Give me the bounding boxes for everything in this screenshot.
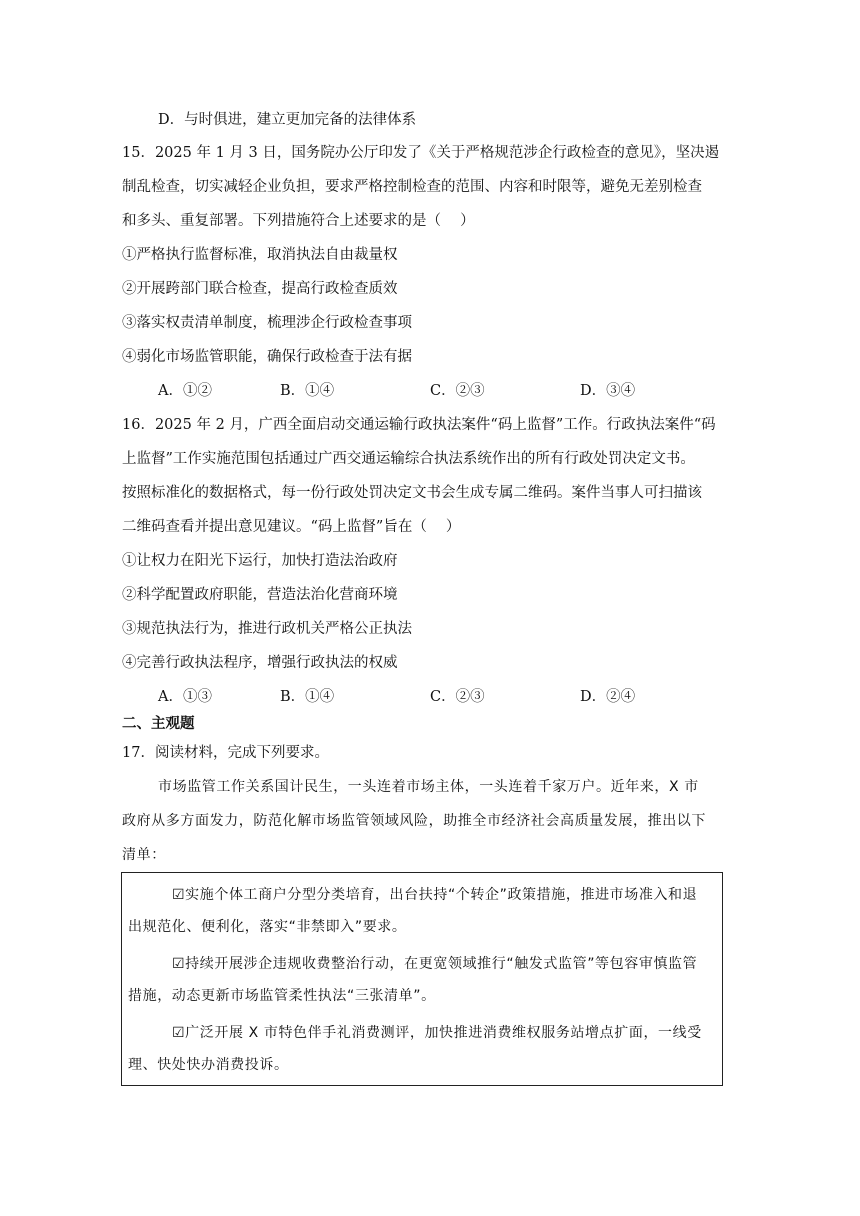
q15-stem-line2: 制乱检查，切实减轻企业负担，要求严格控制检查的范围、内容和时限等，避免无差别检查 [122,179,702,195]
q15-item-1: ①严格执行监督标准，取消执法自由裁量权 [122,247,398,263]
q16-item-4: ④完善行政执法程序，增强行政执法的权威 [122,655,398,671]
box-item2-line2: 措施，动态更新市场监管柔性执法“三张清单”。 [128,988,436,1004]
box-item3-line2: 理、快处快办消费投诉。 [128,1057,289,1073]
q17-para-line2: 政府从多方面发力，防范化解市场监管领域风险，助推全市经济社会高质量发展，推出以下 [122,813,706,829]
q16-item-1: ①让权力在阳光下运行，加快打造法治政府 [122,553,398,569]
q16-stem-line3: 按照标准化的数据格式，每一份行政处罚决定文书会生成专属二维码。案件当事人可扫描该 [122,485,702,501]
q15-option-d: D．③④ [580,383,636,399]
box-item1-line1: ☑实施个体工商户分型分类培育，出台扶持“个转企”政策措施，推进市场准入和退 [172,887,698,903]
q16-option-a: A．①③ [158,689,212,705]
q14-option-d: D．与时俱进，建立更加完备的法律体系 [158,112,417,128]
q15-stem-line1: 15．2025 年 1 月 3 日，国务院办公厅印发了《关于严格规范涉企行政检查的意见》，坚决遏 [122,145,720,161]
q15-option-c: C．②③ [430,383,485,399]
section-heading: 二、主观题 [122,715,195,732]
material-box [121,872,723,1086]
q17-stem: 17．阅读材料，完成下列要求。 [122,745,329,761]
q17-para-line1: 市场监管工作关系国计民生，一头连着市场主体，一头连着千家万户。近年来，X 市 [158,779,699,795]
q15-item-4: ④弱化市场监管职能，确保行政检查于法有据 [122,349,412,365]
q17-para-line3: 清单： [122,847,166,863]
q15-option-a: A．①② [158,383,212,399]
q16-stem-line2: 上监督”工作实施范围包括通过广西交通运输综合执法系统作出的所有行政处罚决定文书。 [122,451,695,467]
q15-option-b: B．①④ [280,383,335,399]
q16-stem-line4: 二维码查看并提出意见建议。“码上监督”旨在（ ） [122,519,461,535]
q15-stem-line3: 和多头、重复部署。下列措施符合上述要求的是（ ） [122,213,475,229]
q16-option-d: D．②④ [580,689,636,705]
q16-option-b: B．①④ [280,689,335,705]
box-item2-line1: ☑持续开展涉企违规收费整治行动，在更宽领域推行“触发式监管”等包容审慎监管 [172,956,698,972]
q15-item-3: ③落实权责清单制度，梳理涉企行政检查事项 [122,315,412,331]
q16-option-c: C．②③ [430,689,485,705]
q15-item-2: ②开展跨部门联合检查，提高行政检查质效 [122,281,398,297]
q16-item-3: ③规范执法行为，推进行政机关严格公正执法 [122,621,412,637]
q16-stem-line1: 16．2025 年 2 月，广西全面启动交通运输行政执法案件“码上监督”工作。行政执法案件“码 [122,417,716,433]
q16-item-2: ②科学配置政府职能，营造法治化营商环境 [122,587,398,603]
box-item3-line1: ☑广泛开展 X 市特色伴手礼消费测评，加快推进消费维权服务站增点扩面，一线受 [172,1025,702,1041]
box-item1-line2: 出规范化、便利化，落实“非禁即入”要求。 [128,919,407,935]
